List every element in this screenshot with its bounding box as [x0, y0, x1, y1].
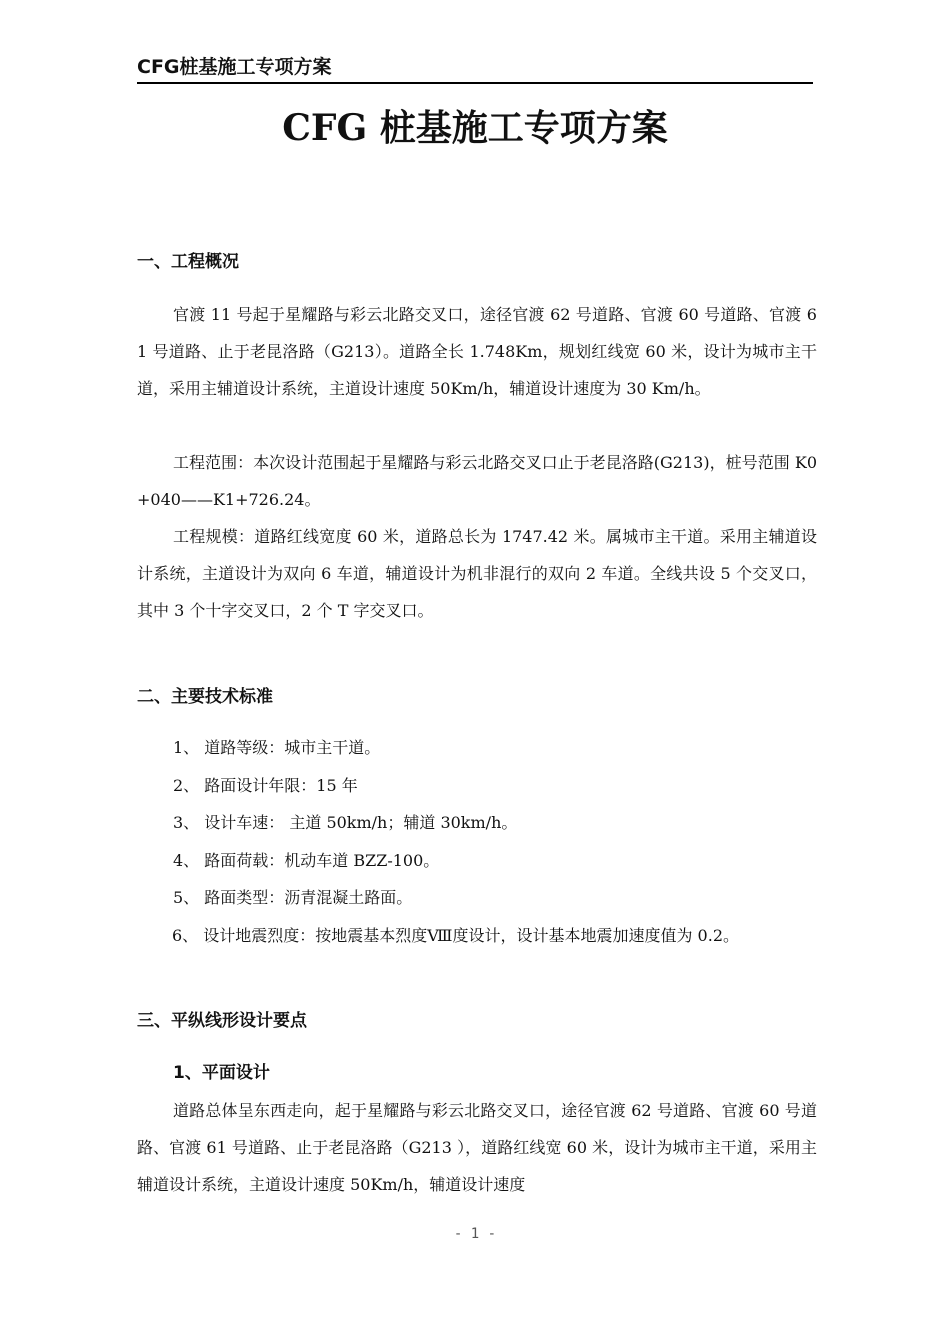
- list-item: 6、 设计地震烈度：按地震基本烈度Ⅷ度设计，设计基本地震加速度值为 0.2。: [172, 925, 740, 945]
- list-item: 4、 路面荷载：机动车道 BZZ-100。: [173, 850, 440, 870]
- paragraph-overview: 官渡 11 号起于星耀路与彩云北路交叉口，途径官渡 62 号道路、官渡 60 号道路、官渡 61 号道路、止于老昆洛路（G213）。道路全长 1.748Km，规划红线宽 60 米，设计为城市主干道，采用主辅道设计系统，主道设计速度 50Km/h，辅道设计速度为 30 Km/h。: [137, 305, 817, 398]
- list-item: 3、 设计车速： 主道 50km/h；辅道 30km/h。: [173, 813, 518, 832]
- list-item: 2、 路面设计年限：15 年: [173, 775, 358, 795]
- paragraph-plan: 道路总体呈东西走向，起于星耀路与彩云北路交叉口，途径官渡 62 号道路、官渡 60 号道路、官渡 61 号道路、止于老昆洛路（G213 ），道路红线宽 60 米，设计为城市主干道，采用主辅道设计系统，主道设计速度 50Km/h，辅道设计速度: [137, 1101, 817, 1194]
- subsection-heading-plan: 1、平面设计: [173, 1063, 270, 1083]
- page-number: - 1 -: [453, 1226, 497, 1242]
- document-title: CFG 桩基施工专项方案: [282, 107, 668, 149]
- paragraph-scope: 工程范围：本次设计范围起于星耀路与彩云北路交叉口止于老昆洛路(G213)，桩号范围 K0+040——K1+726.24。: [137, 453, 817, 509]
- standards-list: [173, 729, 823, 954]
- list-item: 1、 道路等级：城市主干道。: [173, 738, 381, 757]
- section-heading-alignment: 三、平纵线形设计要点: [137, 1011, 307, 1031]
- section-heading-overview: 一、工程概况: [137, 252, 239, 272]
- section-heading-standards: 二、主要技术标准: [137, 687, 273, 707]
- list-item: 5、 路面类型：沥青混凝土路面。: [173, 888, 413, 907]
- paragraph-scale: 工程规模：道路红线宽度 60 米，道路总长为 1747.42 米。属城市主干道。采用主辅道设计系统，主道设计为双向 6 车道，辅道设计为机非混行的双向 2 车道。全线共设 5 个交叉口，其中 3 个十字交叉口，2 个 T 字交叉口。: [137, 527, 817, 620]
- running-header: CFG桩基施工专项方案: [137, 52, 813, 84]
